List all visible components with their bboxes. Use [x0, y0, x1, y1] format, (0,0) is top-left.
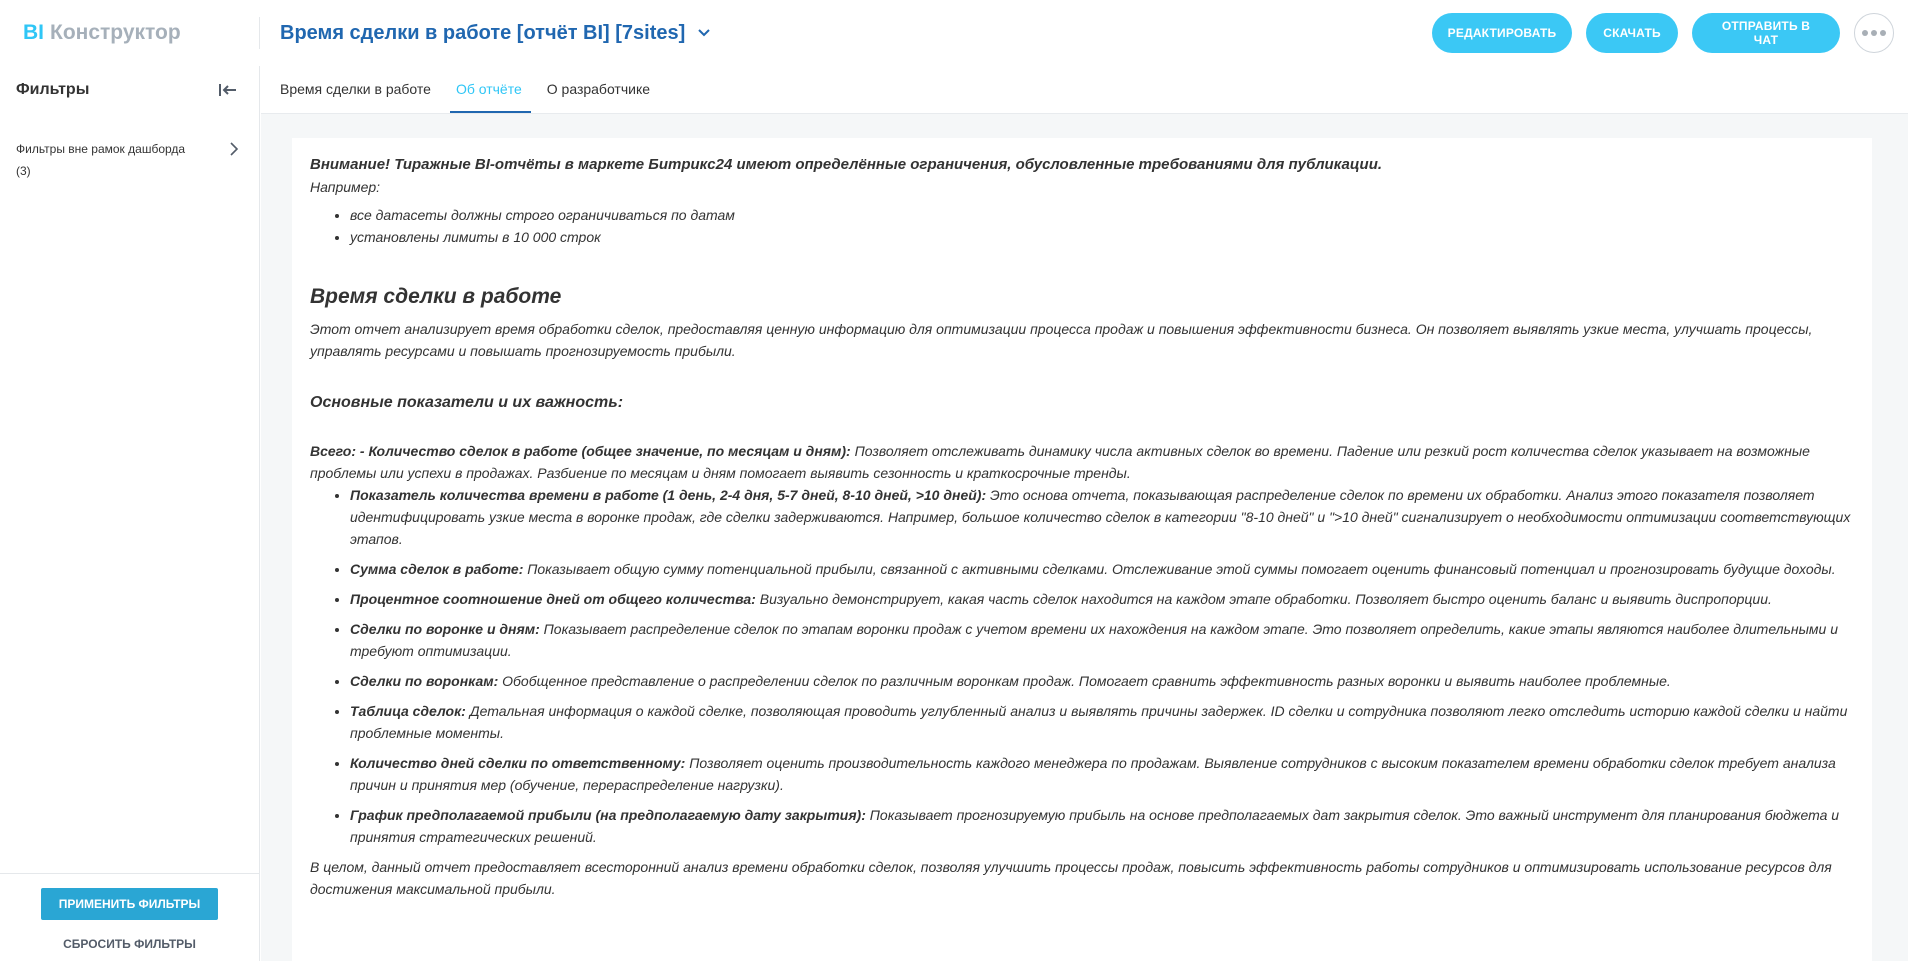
example-intro: Например: — [310, 179, 381, 195]
more-options-button[interactable] — [1854, 13, 1894, 53]
chevron-down-icon[interactable] — [695, 24, 713, 42]
report-title[interactable]: Время сделки в работе [отчёт BI] [7sites] — [280, 21, 686, 44]
report-title-wrap[interactable] — [260, 22, 1432, 45]
tab-about-report[interactable]: Об отчёте — [456, 65, 525, 113]
warning-text: Внимание! Тиражные BI-отчёты в маркете Битрикс24 имеют определённые ограничения, обусловленные требованиями для публикации. — [310, 156, 1383, 173]
content-area — [261, 114, 1908, 961]
collapse-sidebar-icon[interactable] — [217, 79, 239, 101]
metrics-list — [310, 484, 1854, 848]
header-actions — [1432, 13, 1908, 53]
metric-term: Количество дней сделки по ответственному: — [350, 755, 686, 771]
total-paragraph — [310, 440, 1854, 484]
reset-filters-button[interactable]: СБРОСИТЬ ФИЛЬТРЫ — [41, 932, 218, 956]
article-heading: Время сделки в работе — [310, 285, 562, 308]
metric-desc: Это основа отчета, показывающая распределение сделок по времени их обработки. Анализ этого показателя позволяет идентифицировать узкие места в воронке продаж, где сделки задерживаются. Например, большое количество сделок в категории "8-10 дней" и ">10 дней" сигнализирует о необходимости оптимизации соответствующих этапов. — [350, 487, 1851, 547]
top-header — [0, 0, 1908, 66]
metric-desc: Позволяет оценить производительность каждого менеджера по продажам. Выявление сотрудников с высоким показателем времени обработки сделок требует анализа причин и принятия мер (обучение, перераспределение нагрузки). — [350, 755, 1836, 793]
list-item — [350, 618, 1854, 662]
metric-desc: Детальная информация о каждой сделке, позволяющая проводить углубленный анализ и выявлять причины задержек. ID сделки и сотрудника позволяют легко отследить историю каждой сделки и найти проблемные моменты. — [350, 703, 1848, 741]
download-button[interactable]: СКАЧАТЬ — [1586, 13, 1678, 53]
article-subheading: Основные показатели и их важность: — [310, 394, 624, 411]
sidebar-item-label: Фильтры вне рамок дашборда (3) — [16, 142, 186, 178]
app-logo[interactable] — [0, 17, 260, 49]
report-tabs — [261, 66, 1908, 114]
metric-desc: Показывает распределение сделок по этапам воронки продаж с учетом времени их нахождения на каждом этапе. Это позволяет определить, какие этапы являются наиболее длительными и требуют оптимизации. — [350, 621, 1838, 659]
sidebar-header — [0, 66, 259, 114]
report-description-card — [292, 138, 1872, 978]
list-item — [350, 588, 1854, 610]
dot-icon — [1862, 30, 1868, 36]
dot-icon — [1880, 30, 1886, 36]
logo-text: Конструктор — [50, 21, 181, 44]
article-intro: Этот отчет анализирует время обработки сделок, предоставляя ценную информацию для оптимизации процесса продаж и повышения эффективности бизнеса. Он позволяет выявлять узкие места, улучшать процессы, управлять ресурсами и повышать прогнозируемость прибыли. — [310, 321, 1813, 359]
sidebar-item-external-filters[interactable] — [0, 138, 259, 182]
total-term: Всего: - Количество сделок в работе (общее значение, по месяцам и дням): — [310, 443, 851, 459]
metric-desc: Обобщенное представление о распределении сделок по различным воронкам продаж. Помогает сравнить эффективность разных воронки и выявить наиболее проблемные. — [498, 673, 1671, 689]
list-item: • все датасеты должны строго ограничиваться по датам — [350, 204, 1854, 226]
list-item — [350, 558, 1854, 580]
list-item: • установлены лимиты в 10 000 строк — [350, 226, 1854, 248]
chevron-right-icon — [229, 138, 239, 161]
limits-list — [310, 204, 1854, 248]
metric-term: График предполагаемой прибыли (на предполагаемую дату закрытия): — [350, 807, 866, 823]
metric-desc: Показывает прогнозируемую прибыль на основе предполагаемых дат закрытия сделок. Это важный инструмент для планирования бюджета и принятия стратегических решений. — [350, 807, 1840, 845]
sidebar-title: Фильтры — [16, 81, 90, 98]
metric-term: Сделки по воронке и дням: — [350, 621, 540, 637]
total-desc: Позволяет отслеживать динамику числа активных сделок во времени. Падение или резкий рост количества сделок указывает на возможные проблемы или успехи в продажах. Разбиение по месяцам и дням помогает выявить сезонность и краткосрочные тренды. — [310, 443, 1810, 481]
sidebar-footer — [0, 873, 260, 961]
send-to-chat-button[interactable]: ОТПРАВИТЬ В ЧАТ — [1692, 13, 1840, 53]
list-item — [350, 804, 1854, 848]
metric-term: Таблица сделок: — [350, 703, 466, 719]
metric-desc: Показывает общую сумму потенциальной прибыли, связанной с активными сделками. Отслеживание этой суммы помогает оценить финансовый потенциал и прогнозировать будущие доходы. — [523, 561, 1836, 577]
list-item — [350, 670, 1854, 692]
closing-paragraph: В целом, данный отчет предоставляет всесторонний анализ времени обработки сделок, позволяя улучшить процессы продаж, повысить эффективность работы сотрудников и оптимизировать использование ресурсов для достижения максимальной прибыли. — [310, 859, 1832, 897]
logo-bi: BI — [23, 21, 44, 44]
apply-filters-button[interactable]: ПРИМЕНИТЬ ФИЛЬТРЫ — [41, 888, 218, 920]
tab-about-developer[interactable]: О разработчике — [546, 81, 651, 97]
list-item — [350, 484, 1854, 550]
metric-term: Показатель количества времени в работе (1 день, 2-4 дня, 5-7 дней, 8-10 дней, >10 дней): — [350, 487, 987, 503]
filters-sidebar — [0, 66, 260, 961]
list-item — [350, 752, 1854, 796]
edit-button[interactable]: РЕДАКТИРОВАТЬ — [1432, 13, 1572, 53]
metric-term: Сумма сделок в работе: — [350, 561, 524, 577]
metric-desc: Визуально демонстрирует, какая часть сделок находится на каждом этапе обработки. Позволяет быстро оценить баланс и выявить диспропорции. — [755, 591, 1772, 607]
metric-term: Процентное соотношение дней от общего количества: — [350, 591, 756, 607]
metric-term: Сделки по воронкам: — [350, 673, 499, 689]
dot-icon — [1871, 30, 1877, 36]
list-item — [350, 700, 1854, 744]
tab-deal-time[interactable]: Время сделки в работе — [280, 81, 431, 97]
